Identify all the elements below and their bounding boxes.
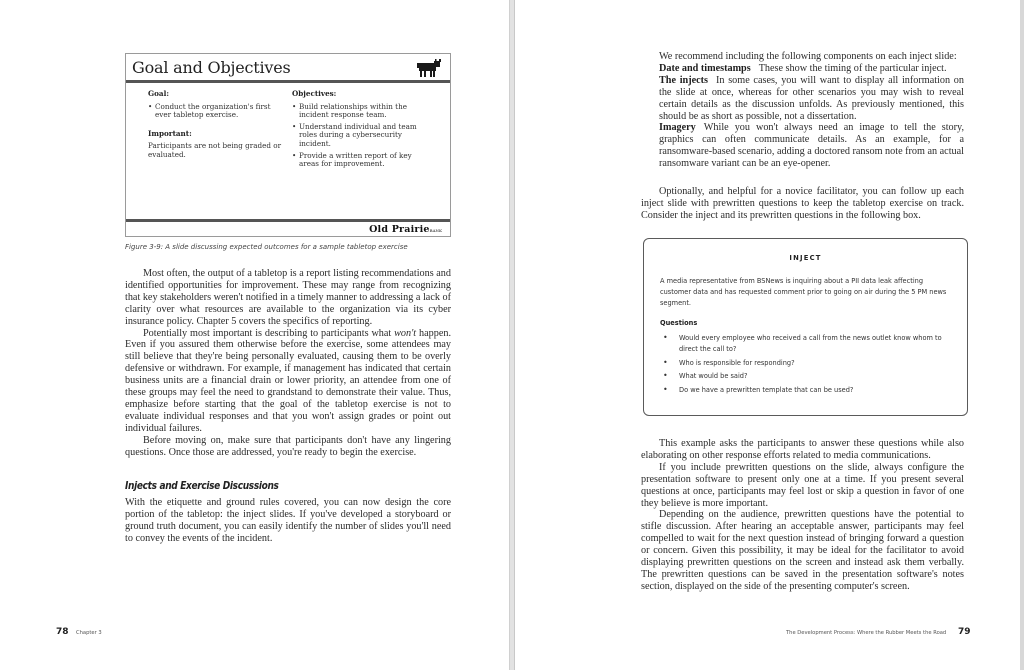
definition-term: Imagery xyxy=(659,122,696,134)
definition-term: Date and timestamps xyxy=(659,62,751,74)
paragraph xyxy=(125,328,451,435)
right-components-text xyxy=(659,51,964,170)
page-number-left: 78 xyxy=(56,627,69,637)
definition-text: These show the timing of the particular inject. xyxy=(758,62,947,74)
slide-divider-bottom xyxy=(126,219,450,222)
paragraph: Depending on the audience, prewritten questions have the potential to stifle discussion. After hearing an acceptable answer, participants may feel compelled to wait for the next question instead of bringing forward a question or concern. Given this possibility, it may be ideal for the facilitator to avoid displaying prewritten questions on the screen and instead ask them verbally. The prewritten questions can be saved in the presentation software's notes section, displayed on the side of the presenting computer's screen. xyxy=(641,509,964,592)
paragraph: With the etiquette and ground rules covered, you can now design the core portion of the tabletop: the inject slides. If you've developed a storyboard or ground truth document, you can easily identify the number of slides you'll need to convey the events of the incident. xyxy=(125,497,451,544)
objectives-heading: Objectives: xyxy=(292,89,337,98)
paragraph-lead: Potentially most important is describing to participants what xyxy=(143,327,395,339)
paragraph: Most often, the output of a tabletop is a report listing recommendations and identified opportunities for improvement. These may range from recognizing that key stakeholders weren't notified in a timely manner to addressing a lack of clarity over what resources are available to the organization via its cyber insurance policy. Chapter 5 covers the specifics of reporting. xyxy=(125,268,451,327)
objective-item: • Understand individual and team roles during a cybersecurity incident. xyxy=(292,123,432,149)
inject-box xyxy=(643,238,968,416)
important-text: Participants are not being graded or evaluated. xyxy=(148,141,282,159)
left-page xyxy=(0,0,510,670)
question-item: • Do we have a prewritten template that can be used? xyxy=(660,385,956,396)
old-prairie-logo xyxy=(369,224,442,235)
section-heading: Injects and Exercise Discussions xyxy=(125,480,279,492)
intro-paragraph: We recommend including the following components on each inject slide: xyxy=(659,51,957,62)
logo-subtext: BANK xyxy=(429,228,442,233)
right-body-text xyxy=(641,438,964,593)
slide-title: Goal and Objectives xyxy=(132,58,291,77)
page-edge xyxy=(1020,0,1024,670)
paragraph-rest: happen. Even if you assured them otherwise before the exercise, some attendees may still believe that they're being personally evaluated, causing them to be overly defensive or withdrawn. For example, if management has indicated that certain business units are a financial drain or lower priority, an attendee from one of these groups may feel the need to grandstand to demonstrate their value. Thus, emphasize before starting that the goal of the tabletop exercise is not to evaluate individual responses and that you won't assign grades or point out individual failures. xyxy=(125,327,451,434)
paragraph: This example asks the participants to answer these questions while also elaborating on other response efforts related to media communications. xyxy=(641,438,964,461)
logo-text: Old Prairie xyxy=(369,224,430,235)
section-body-text xyxy=(125,497,451,545)
definition-item xyxy=(659,122,964,170)
page-number-right: 79 xyxy=(958,627,971,637)
emphasis: won't xyxy=(394,327,417,339)
right-optional-text xyxy=(641,186,964,222)
important-heading: Important: xyxy=(148,128,192,138)
definition-item xyxy=(659,75,964,123)
slide-goal-column xyxy=(148,90,288,160)
slide-objectives-column xyxy=(292,90,432,172)
inject-body: A media representative from BSNews is inquiring about a PII data leak affecting customer data and has requested comment prior to going on air during the 5 PM news segment. xyxy=(660,277,947,307)
definition-term: The injects xyxy=(659,74,708,86)
figure-slide xyxy=(125,53,451,237)
goal-heading: Goal: xyxy=(148,89,169,98)
question-item: • Who is responsible for responding? xyxy=(660,358,956,369)
definition-text: While you won't always need an image to tell the story, graphics can often communicate details. As an example, for a ransomware-based scenario, adding a doctored ransom note from an actual ransomware variant can be an eye-opener. xyxy=(659,122,964,170)
left-body-text xyxy=(125,268,451,459)
running-head-left: Chapter 3 xyxy=(76,630,102,636)
figure-caption: Figure 3-9: A slide discussing expected outcomes for a sample tabletop exercise xyxy=(125,243,408,251)
questions-heading: Questions xyxy=(660,319,698,327)
paragraph: Optionally, and helpful for a novice facilitator, you can follow up each inject slide with prewritten questions to keep the tabletop exercise on track. Consider the inject and its prewritten questions in the following box. xyxy=(641,186,964,221)
definition-text: In some cases, you will want to display all information on the slide at once, whereas for other scenarios you may wish to reveal certain details as the discussion unfolds. As previously mentioned, this should be as short as possible, not a dissertation. xyxy=(659,74,964,122)
questions-list xyxy=(660,333,956,399)
objective-item: • Provide a written report of key areas for improvement. xyxy=(292,152,432,169)
paragraph: If you include prewritten questions on the slide, always configure the presentation software to present only one at a time. If you present several questions at once, participants may feel lost or skip a question in favor of one they believe is more important. xyxy=(641,461,964,509)
inject-title: INJECT xyxy=(789,254,822,262)
paragraph: Before moving on, make sure that participants don't have any lingering questions. Once those are addressed, you're ready to begin the exercise. xyxy=(125,434,451,458)
cow-icon xyxy=(417,59,443,77)
question-item: • What would be said? xyxy=(660,371,956,382)
objective-item: • Build relationships within the incident response team. xyxy=(292,103,432,120)
slide-divider-top xyxy=(126,80,450,83)
goal-item: • Conduct the organization's first ever tabletop exercise. xyxy=(148,103,288,120)
definition-item xyxy=(659,63,964,75)
question-item: • Would every employee who received a call from the news outlet know whom to direct the call to? xyxy=(660,333,956,355)
running-head-right: The Development Process: Where the Rubber Meets the Road xyxy=(786,630,947,636)
